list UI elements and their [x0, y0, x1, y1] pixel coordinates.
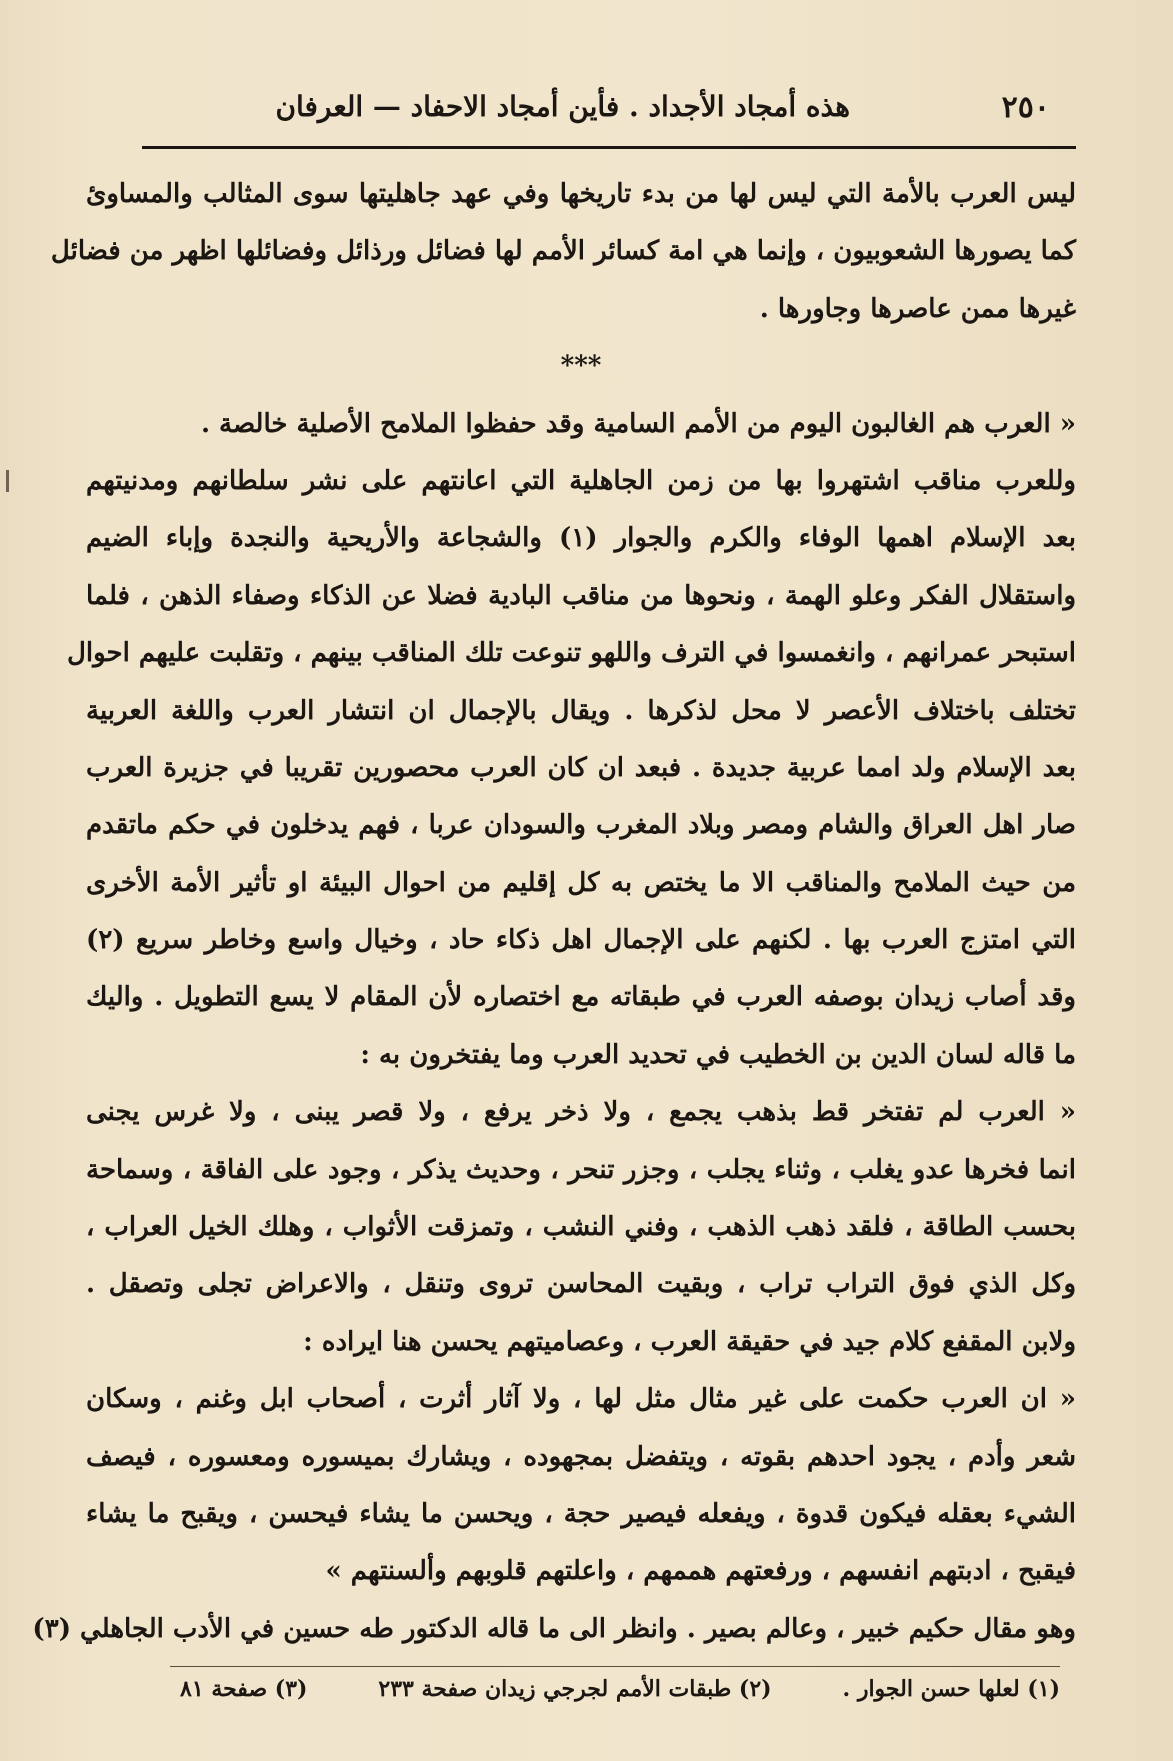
body-line-8: واستقلال الفكر وعلو الهمة ، ونحوها من مناقب البادية فضلا عن الذكاء وصفاء الذهن ، فلما	[86, 580, 1076, 611]
footnote-3: (٣) صفحة ٨١	[180, 1676, 308, 1702]
body-line-7: بعد الإسلام اهمها الوفاء والكرم والجوار (١) والشجاعة والأريحية والنجدة وإباء الضيم	[86, 523, 1076, 554]
body-line-18: انما فخرها عدو يغلب ، وثناء يجلب ، وجزر تنحر ، وحديث يذكر ، وجود على الفاقة ، وسماحة	[86, 1154, 1076, 1185]
body-line-3: غيرها ممن عاصرها وجاورها .	[759, 293, 1076, 324]
body-line-13: من حيث الملامح والمناقب الا ما يختص به كل إقليم من احوال البيئة او تأثير الأمة الأخرى	[86, 867, 1076, 898]
body-line-21: ولابن المقفع كلام جيد في حقيقة العرب ، وعصاميتهم يحسن هنا ايراده :	[303, 1326, 1076, 1357]
body-line-26: وهو مقال حكيم خبير ، وعالم بصير . وانظر الى ما قاله الدكتور طه حسين في الأدب الجاهلي (٣)	[32, 1613, 1076, 1644]
body-line-23: شعر وأدم ، يجود احدهم بقوته ، ويتفضل بمجهوده ، ويشارك بميسوره ومعسوره ، فيصف	[86, 1441, 1076, 1472]
body-line-10: تختلف باختلاف الأعصر لا محل لذكرها . ويقال بالإجمال ان انتشار العرب واللغة العربية	[86, 695, 1076, 726]
body-line-24: الشيء بعقله فيكون قدوة ، ويفعله فيصير حجة ، ويحسن ما يشاء فيحسن ، ويقبح ما يشاء	[86, 1498, 1076, 1529]
body-line-25: فيقبح ، ادبتهم انفسهم ، ورفعتهم هممهم ، واعلتهم قلوبهم وألسنتهم »	[325, 1556, 1076, 1587]
body-line-1: ليس العرب بالأمة التي ليس لها من بدء تاريخها وفي عهد جاهليتها سوى المثالب والمساوئ	[86, 179, 1076, 209]
footnote-rule	[170, 1666, 1060, 1667]
scan-edge-mark	[6, 470, 9, 492]
header-rule	[142, 146, 1076, 149]
body-line-20: وكل الذي فوق التراب تراب ، وبقيت المحاسن تروى وتنقل ، والاعراض تجلى وتصقل .	[86, 1269, 1076, 1300]
running-title: هذه أمجاد الأجداد . فأين أمجاد الاحفاد — العرفان	[275, 90, 850, 123]
body-line-11: بعد الإسلام ولد امما عربية جديدة . فبعد ان كان العرب محصورين تقريبا في جزيرة العرب	[86, 752, 1076, 783]
body-line-9: استبحر عمرانهم ، وانغمسوا في الترف واللهو تنوعت تلك المناقب بينهم ، وتقلبت عليهم احوال	[67, 638, 1076, 669]
footnote-1: (١) لعلها حسن الجوار .	[842, 1676, 1060, 1702]
body-text	[32, 166, 1076, 1658]
body-line-17: « العرب لم تفتخر قط بذهب يجمع ، ولا ذخر يرفع ، ولا قصر يبنى ، ولا غرس يجنى	[86, 1097, 1076, 1128]
body-line-14: التي امتزج العرب بها . لكنهم على الإجمال اهل ذكاء حاد ، وخيال واسع وخاطر سريع (٢)	[86, 925, 1076, 956]
body-line-5: « العرب هم الغالبون اليوم من الأمم السامية وقد حفظوا الملامح الأصلية خالصة .	[200, 408, 1076, 439]
body-line-15: وقد أصاب زيدان بوصفه العرب في طبقاته مع اختصاره لأن المقام لا يسع التطويل . واليك	[86, 982, 1076, 1013]
page-header	[150, 82, 1050, 134]
body-line-12: صار اهل العراق والشام ومصر وبلاد المغرب والسودان عربا ، فهم يدخلون في حكم ماتقدم	[86, 810, 1076, 841]
section-separator: ***	[560, 351, 602, 382]
body-line-22: « ان العرب حكمت على غير مثال مثل لها ، ولا آثار أثرت ، أصحاب ابل وغنم ، وسكان	[86, 1384, 1076, 1415]
page-number: ٢٥٠	[1001, 90, 1050, 125]
footnotes	[180, 1676, 1060, 1702]
body-line-16: ما قاله لسان الدين بن الخطيب في تحديد العرب وما يفتخرون به :	[360, 1039, 1076, 1070]
body-line-6: وللعرب مناقب اشتهروا بها من زمن الجاهلية التي اعانتهم على نشر سلطانهم ومدنيتهم	[86, 465, 1076, 496]
footnote-2: (٢) طبقات الأمم لجرجي زيدان صفحة ٢٣٣	[378, 1676, 772, 1702]
body-line-2: كما يصورها الشعوبيون ، وإنما هي امة كسائر الأمم لها فضائل ورذائل وفضائلها اظهر من فضائل	[50, 236, 1076, 267]
body-line-19: بحسب الطاقة ، فلقد ذهب الذهب ، وفني النشب ، وتمزقت الأثواب ، وهلك الخيل العراب ،	[86, 1212, 1076, 1243]
